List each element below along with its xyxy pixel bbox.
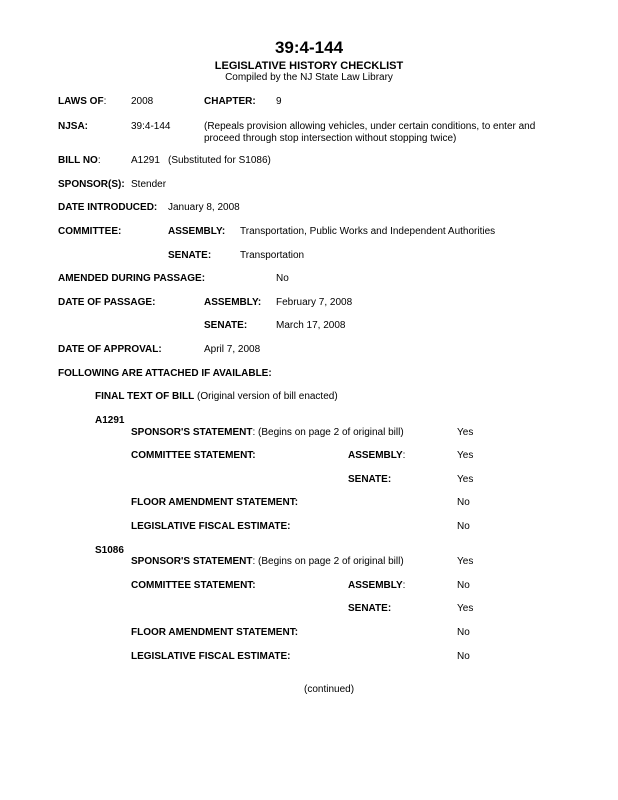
sponsors-label: SPONSOR(S): — [58, 179, 125, 190]
approval-label: DATE OF APPROVAL: — [58, 344, 162, 355]
page-subtitle: LEGISLATIVE HISTORY CHECKLIST — [214, 60, 404, 72]
committee-statement-senate-value: Yes — [457, 474, 474, 485]
approval-value: April 7, 2008 — [204, 344, 261, 355]
sponsors-value: Stender — [131, 179, 167, 190]
laws-of-label: LAWS OF: — [58, 96, 107, 107]
committee-statement-assembly-value: Yes — [457, 450, 474, 461]
njsa-description: (Repeals provision allowing vehicles, under certain conditions, to enter and proceed through stop intersection without stopping twice) — [204, 121, 536, 144]
fiscal-estimate-value: No — [457, 521, 470, 532]
committee-assembly-label: ASSEMBLY: — [168, 226, 226, 237]
fiscal-estimate: LEGISLATIVE FISCAL ESTIMATE: — [131, 651, 291, 662]
committee-statement-assembly: ASSEMBLY: — [348, 580, 406, 591]
attached-heading: FOLLOWING ARE ATTACHED IF AVAILABLE: — [58, 368, 272, 379]
final-text: FINAL TEXT OF BILL (Original version of bill enacted) — [95, 391, 338, 402]
sponsor-statement-value: Yes — [457, 556, 474, 567]
bill-no-label: BILL NO: — [58, 155, 101, 166]
amended-label: AMENDED DURING PASSAGE: — [58, 273, 206, 284]
bill-id: S1086 — [95, 545, 124, 556]
committee-label: COMMITTEE: — [58, 226, 122, 237]
sponsor-statement: SPONSOR'S STATEMENT: (Begins on page 2 of original bill) — [131, 556, 404, 567]
compiled-by: Compiled by the NJ State Law Library — [225, 72, 393, 83]
floor-amendment-value: No — [457, 627, 470, 638]
date-introduced-value: January 8, 2008 — [168, 202, 240, 213]
page-title: 39:4-144 — [274, 38, 344, 57]
committee-statement-assembly: ASSEMBLY: — [348, 450, 406, 461]
committee-statement-assembly-value: No — [457, 580, 470, 591]
passage-senate-label: SENATE: — [204, 320, 248, 331]
continued-note: (continued) — [304, 684, 355, 695]
laws-of-value: 2008 — [131, 96, 154, 107]
committee-statement: COMMITTEE STATEMENT: — [131, 580, 256, 591]
floor-amendment: FLOOR AMENDMENT STATEMENT: — [131, 497, 299, 508]
njsa-value: 39:4-144 — [131, 121, 171, 132]
passage-assembly-value: February 7, 2008 — [276, 297, 353, 308]
committee-statement-senate: SENATE: — [348, 474, 392, 485]
chapter-label: CHAPTER: — [204, 96, 256, 107]
fiscal-estimate: LEGISLATIVE FISCAL ESTIMATE: — [131, 521, 291, 532]
amended-value: No — [276, 273, 289, 284]
committee-statement: COMMITTEE STATEMENT: — [131, 450, 256, 461]
committee-senate-value: Transportation — [240, 250, 305, 261]
sponsor-statement: SPONSOR'S STATEMENT: (Begins on page 2 of original bill) — [131, 427, 404, 438]
date-introduced-label: DATE INTRODUCED: — [58, 202, 158, 213]
passage-label: DATE OF PASSAGE: — [58, 297, 156, 308]
fiscal-estimate-value: No — [457, 651, 470, 662]
floor-amendment-value: No — [457, 497, 470, 508]
bill-substituted: (Substituted for S1086) — [168, 155, 271, 166]
committee-assembly-value: Transportation, Public Works and Independent Authorities — [240, 226, 496, 237]
chapter-value: 9 — [276, 96, 282, 107]
bill-id: A1291 — [95, 415, 125, 426]
floor-amendment: FLOOR AMENDMENT STATEMENT: — [131, 627, 299, 638]
passage-assembly-label: ASSEMBLY: — [204, 297, 262, 308]
committee-statement-senate-value: Yes — [457, 603, 474, 614]
passage-senate-value: March 17, 2008 — [276, 320, 346, 331]
njsa-label: NJSA: — [58, 121, 89, 132]
sponsor-statement-value: Yes — [457, 427, 474, 438]
committee-senate-label: SENATE: — [168, 250, 212, 261]
bill-no-value: A1291 — [131, 155, 160, 166]
committee-statement-senate: SENATE: — [348, 603, 392, 614]
